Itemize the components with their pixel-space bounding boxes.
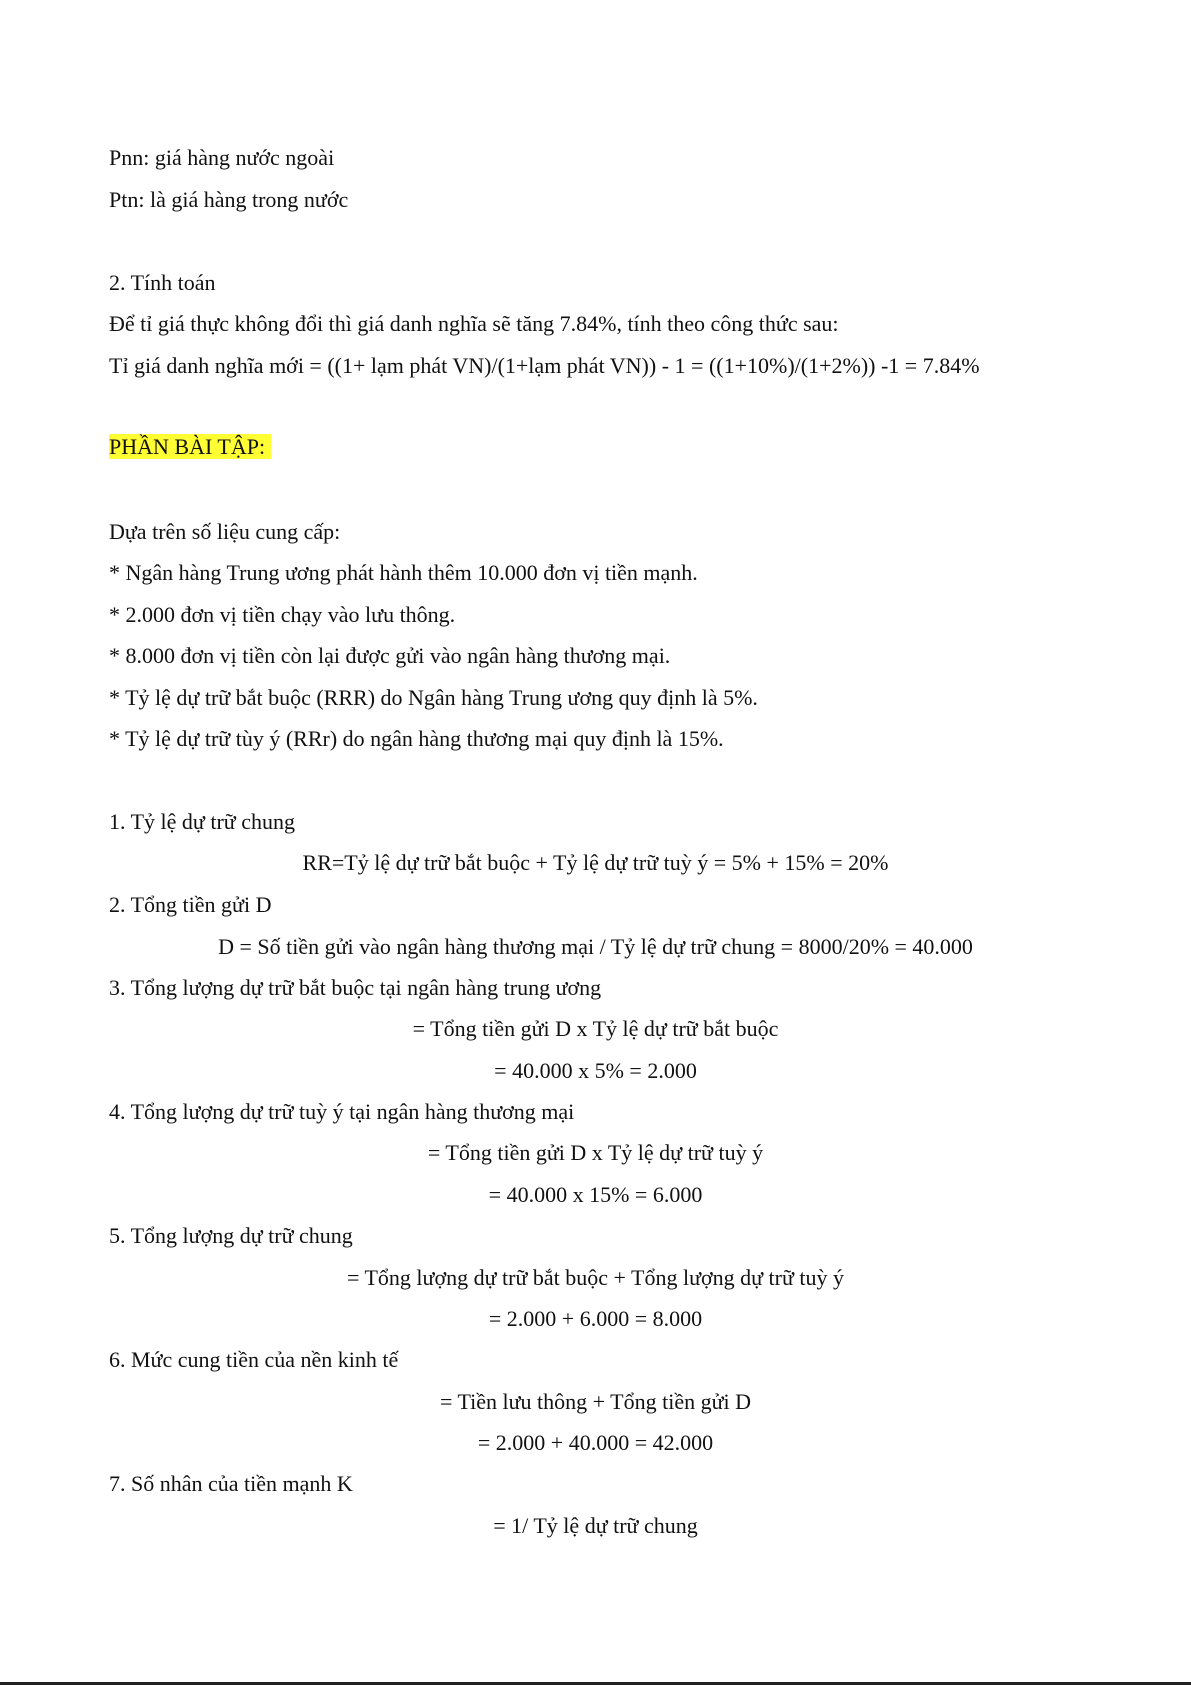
step-line: = Tổng tiền gửi D x Tỷ lệ dự trữ tuỳ ý xyxy=(427,1140,764,1165)
calc-formula: Tỉ giá danh nghĩa mới = ((1+ lạm phát VN)/(1+lạm phát VN)) - 1 = ((1+10%)/(1+2%)) -1 = 7.84% xyxy=(109,353,980,378)
calc-text: Để tỉ giá thực không đổi thì giá danh nghĩa sẽ tăng 7.84%, tính theo công thức sau: xyxy=(109,311,839,336)
step-line: = Tiền lưu thông + Tổng tiền gửi D xyxy=(439,1389,752,1414)
step-line: = Tổng tiền gửi D x Tỷ lệ dự trữ bắt buộc xyxy=(412,1016,779,1041)
step-heading: 5. Tổng lượng dự trữ chung xyxy=(109,1223,353,1248)
step-line: = 2.000 + 40.000 = 42.000 xyxy=(477,1430,714,1455)
step-line: = 40.000 x 15% = 6.000 xyxy=(488,1182,703,1207)
exercise-title-highlight: PHẦN BÀI TẬP: xyxy=(109,434,271,459)
step-line: = 1/ Tỷ lệ dự trữ chung xyxy=(493,1513,698,1538)
bullet-item: * Tỷ lệ dự trữ tùy ý (RRr) do ngân hàng thương mại quy định là 15%. xyxy=(109,726,724,751)
bullet-item: * Tỷ lệ dự trữ bắt buộc (RRR) do Ngân hàng Trung ương quy định là 5%. xyxy=(109,685,758,710)
step-line: RR=Tỷ lệ dự trữ bắt buộc + Tỷ lệ dự trữ tuỳ ý = 5% + 15% = 20% xyxy=(302,850,889,875)
definition-ptn: Ptn: là giá hàng trong nước xyxy=(109,187,349,212)
definition-pnn: Pnn: giá hàng nước ngoài xyxy=(109,145,335,170)
step-heading: 6. Mức cung tiền của nền kinh tế xyxy=(109,1347,399,1372)
bullet-item: * 2.000 đơn vị tiền chạy vào lưu thông. xyxy=(109,602,456,627)
step-heading: 1. Tỷ lệ dự trữ chung xyxy=(109,809,295,834)
bullet-item: * 8.000 đơn vị tiền còn lại được gửi vào ngân hàng thương mại. xyxy=(109,643,671,668)
step-line: D = Số tiền gửi vào ngân hàng thương mại / Tỷ lệ dự trữ chung = 8000/20% = 40.000 xyxy=(218,934,973,959)
step-heading: 3. Tổng lượng dự trữ bắt buộc tại ngân hàng trung ương xyxy=(109,975,602,1000)
step-line: = Tổng lượng dự trữ bắt buộc + Tổng lượng dự trữ tuỳ ý xyxy=(346,1265,845,1290)
step-heading: 7. Số nhân của tiền mạnh K xyxy=(109,1471,353,1496)
step-line: = 2.000 + 6.000 = 8.000 xyxy=(488,1306,703,1331)
step-heading: 4. Tổng lượng dự trữ tuỳ ý tại ngân hàng thương mại xyxy=(109,1099,575,1124)
step-heading: 2. Tổng tiền gửi D xyxy=(109,892,272,917)
exercise-title xyxy=(109,433,271,461)
exercise-intro: Dựa trên số liệu cung cấp: xyxy=(109,519,341,544)
bullet-item: * Ngân hàng Trung ương phát hành thêm 10.000 đơn vị tiền mạnh. xyxy=(109,560,698,585)
step-line: = 40.000 x 5% = 2.000 xyxy=(494,1058,697,1083)
calc-heading: 2. Tính toán xyxy=(109,270,216,295)
